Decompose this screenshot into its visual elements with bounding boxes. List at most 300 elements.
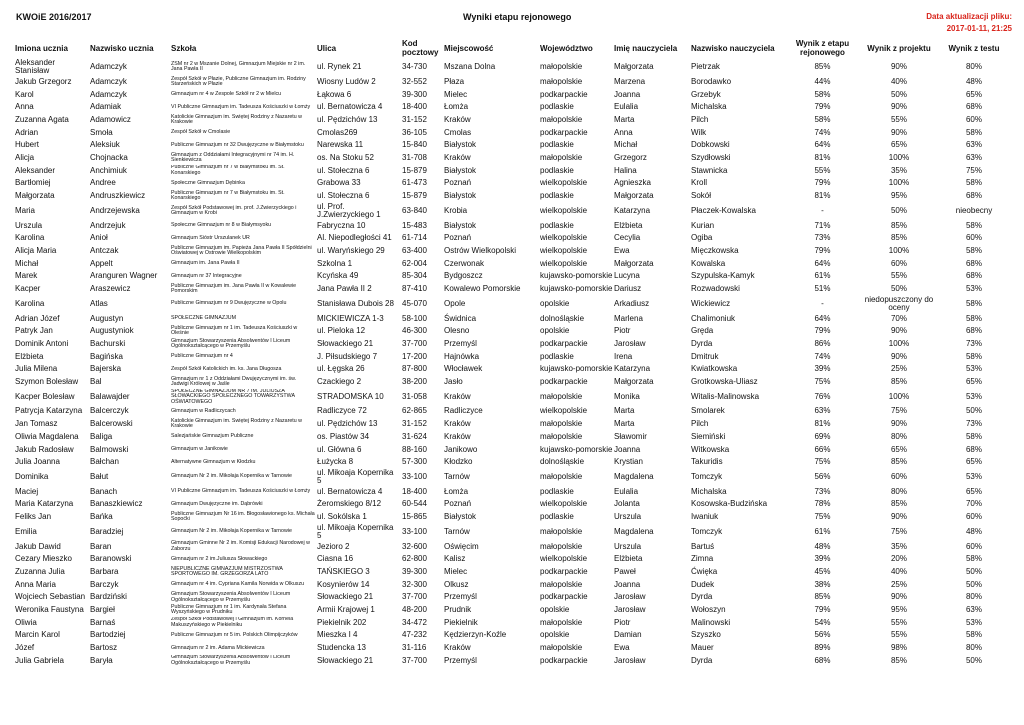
project-score-cell: 80% <box>890 431 907 441</box>
test-score-cell: 53% <box>965 391 982 401</box>
regional-score-cell: 86% <box>814 338 831 348</box>
test-score-cell: 58% <box>965 220 982 230</box>
project-score-cell: 55% <box>890 115 907 125</box>
postal-code-cell: 88-160 <box>402 444 427 454</box>
teacher-first-name-cell: Urszula <box>614 512 642 522</box>
street-cell: Czackiego 2 <box>317 377 362 387</box>
school-cell: Gimnazjum nr 2 im. Adama Mickiewicza <box>171 644 265 651</box>
voivodeship-cell: podkarpackie <box>540 655 588 665</box>
street-cell: ul. Sokólska 1 <box>317 512 367 522</box>
voivodeship-cell: kujawsko-pomorskie <box>540 364 613 374</box>
project-score-cell: 100% <box>888 178 910 188</box>
street-cell: Narewska 11 <box>317 140 364 150</box>
teacher-last-name-cell: Grzebyk <box>691 89 721 99</box>
teacher-first-name-cell: Małgorzata <box>614 62 654 72</box>
regional-score-cell: 69% <box>814 431 831 441</box>
last-name-cell: Bargieł <box>90 605 115 615</box>
school-cell: Gimnazjum Nr 2 im. Mikołaja Kopernika w Tarnowie <box>171 473 292 480</box>
regional-score-cell: 74% <box>814 351 831 361</box>
teacher-first-name-cell: Jarosław <box>614 605 646 615</box>
teacher-last-name-cell: Pilch <box>691 419 709 429</box>
school-cell: Publiczne Gimnazjum nr 7 w Białymstoku im. St. Konarskiego <box>171 190 285 202</box>
test-score-cell: 68% <box>965 444 982 454</box>
teacher-last-name-cell: Pilch <box>691 115 709 125</box>
city-cell: Tarnów <box>444 471 470 481</box>
street-cell: ul. Główna 6 <box>317 444 362 454</box>
project-score-cell: 85% <box>890 233 907 243</box>
page-header <box>0 0 1024 36</box>
regional-score-cell: 75% <box>814 377 831 387</box>
project-score-cell: 98% <box>890 643 907 653</box>
city-cell: Mielec <box>444 89 468 99</box>
first-name-cell: Karolina <box>15 233 45 243</box>
project-score-cell: 90% <box>890 592 907 602</box>
city-cell: Kraków <box>444 431 471 441</box>
regional-score-cell: 89% <box>814 643 831 653</box>
city-cell: Kędzierzyn-Koźle <box>444 630 507 640</box>
last-name-cell: Adamczyk <box>90 76 127 86</box>
postal-code-cell: 31-058 <box>402 391 427 401</box>
table-row <box>14 486 1010 499</box>
postal-code-cell: 46-300 <box>402 326 427 336</box>
update-label: Data aktualizacji pliku: <box>926 12 1012 21</box>
first-name-cell: Cezary Mieszko <box>15 554 72 564</box>
teacher-last-name-cell: Dyrda <box>691 655 713 665</box>
table-row <box>14 604 1010 617</box>
first-name-cell: Zuzanna Julia <box>15 566 65 576</box>
city-cell: Przemyśl <box>444 338 477 348</box>
postal-code-cell: 37-700 <box>402 592 427 602</box>
voivodeship-cell: małopolskie <box>540 617 583 627</box>
postal-code-cell: 31-624 <box>402 431 427 441</box>
regional-score-cell: - <box>821 205 824 215</box>
street-cell: ul. Waryńskiego 29 <box>317 246 385 256</box>
postal-code-cell: 33-100 <box>402 526 427 536</box>
first-name-cell: Kacper <box>15 284 41 294</box>
city-cell: Oświęcim <box>444 541 479 551</box>
teacher-last-name-cell: Kurian <box>691 220 715 230</box>
voivodeship-cell: wielkopolskie <box>540 554 588 564</box>
teacher-last-name-cell: Pietrzak <box>691 62 720 72</box>
first-name-cell: Oliwia Magdalena <box>15 431 79 441</box>
postal-code-cell: 61-714 <box>402 233 427 243</box>
project-score-cell: 85% <box>890 377 907 387</box>
last-name-cell: Barbara <box>90 566 119 576</box>
col-header-city: Miejscowość <box>444 43 494 53</box>
teacher-last-name-cell: Kowalska <box>691 258 726 268</box>
first-name-cell: Patryk Jan <box>15 326 53 336</box>
test-score-cell: 58% <box>965 351 982 361</box>
teacher-first-name-cell: Katarzyna <box>614 364 651 374</box>
last-name-cell: Adamczyk <box>90 89 127 99</box>
postal-code-cell: 37-700 <box>402 338 427 348</box>
city-cell: Białystok <box>444 220 477 230</box>
regional-score-cell: 78% <box>814 499 831 509</box>
teacher-first-name-cell: Urszula <box>614 541 642 551</box>
teacher-first-name-cell: Małgorzata <box>614 377 654 387</box>
first-name-cell: Patrycja Katarzyna <box>15 406 83 416</box>
teacher-first-name-cell: Magdalena <box>614 526 654 536</box>
col-header-teacher-first-name: Imię nauczyciela <box>614 43 678 53</box>
first-name-cell: Aleksander <box>15 165 56 175</box>
test-score-cell: 60% <box>965 115 982 125</box>
last-name-cell: Adamczyk <box>90 62 127 72</box>
city-cell: Płaza <box>444 76 465 86</box>
table-row <box>14 325 1010 338</box>
school-cell: NIEPUBLICZNE GIMNAZJUM MISTRZOSTWA SPORTOWEGO IM. GRZEGORZA LATO <box>171 565 283 578</box>
project-score-cell: 55% <box>890 271 907 281</box>
teacher-last-name-cell: Mauer <box>691 643 714 653</box>
teacher-first-name-cell: Marlena <box>614 313 643 323</box>
teacher-last-name-cell: Borodawko <box>691 76 732 86</box>
school-cell: Publiczne Gimnazjum nr 9 Dwujęzyczne w Opolu <box>171 300 287 307</box>
regional-score-cell: 68% <box>814 655 831 665</box>
school-cell: Gimnazjum nr 4 w Zespole Szkół nr 2 w Mielcu <box>171 91 282 98</box>
teacher-first-name-cell: Sławomir <box>614 431 647 441</box>
voivodeship-cell: podlaskie <box>540 191 574 201</box>
project-score-cell: 70% <box>890 313 907 323</box>
postal-code-cell: 48-200 <box>402 605 427 615</box>
city-cell: Hajnówka <box>444 351 480 361</box>
project-score-cell: 85% <box>890 655 907 665</box>
city-cell: Kraków <box>444 391 471 401</box>
table-row <box>14 338 1010 351</box>
col-header-test-score: Wynik z testu <box>948 43 1000 53</box>
test-score-cell: 68% <box>965 258 982 268</box>
project-score-cell: 80% <box>890 486 907 496</box>
test-score-cell: 65% <box>965 457 982 467</box>
postal-code-cell: 57-300 <box>402 457 427 467</box>
last-name-cell: Andruszkiewicz <box>90 191 146 201</box>
street-cell: ul. Pieloka 12 <box>317 326 366 336</box>
first-name-cell: Jakub Dawid <box>15 541 61 551</box>
table-row <box>14 76 1010 89</box>
table-row <box>14 524 1010 541</box>
voivodeship-cell: małopolskie <box>540 153 583 163</box>
city-cell: Łomża <box>444 102 469 112</box>
last-name-cell: Bardziński <box>90 592 127 602</box>
school-cell: Gimnazjum Sióstr Urszulanek UR <box>171 234 250 241</box>
postal-code-cell: 85-304 <box>402 271 427 281</box>
teacher-first-name-cell: Monika <box>614 391 640 401</box>
postal-code-cell: 17-200 <box>402 351 427 361</box>
postal-code-cell: 63-840 <box>402 205 427 215</box>
table-header-row <box>14 37 1010 59</box>
voivodeship-cell: wielkopolskie <box>540 178 588 188</box>
voivodeship-cell: wielkopolskie <box>540 499 588 509</box>
regional-score-cell: 64% <box>814 140 831 150</box>
project-score-cell: 40% <box>890 566 907 576</box>
city-cell: Cmolas <box>444 127 472 137</box>
last-name-cell: Baradziej <box>90 526 124 536</box>
school-cell: Gimnazjum Stowarzyszenia Absolwentów I Liceum Ogólnokształcącego w Przemyślu <box>171 337 291 350</box>
last-name-cell: Bartosz <box>90 643 118 653</box>
test-score-cell: 58% <box>965 554 982 564</box>
street-cell: Kcyńska 49 <box>317 271 359 281</box>
postal-code-cell: 15-483 <box>402 220 427 230</box>
street-cell: ul. Pędzichów 13 <box>317 419 378 429</box>
postal-code-cell: 18-400 <box>402 102 427 112</box>
school-cell: Gimnazjum nr 37 Integracyjne <box>171 272 242 279</box>
teacher-last-name-cell: Tomczyk <box>691 526 723 536</box>
teacher-last-name-cell: Michalska <box>691 102 727 112</box>
test-score-cell: 80% <box>965 643 982 653</box>
teacher-first-name-cell: Elżbieta <box>614 220 643 230</box>
project-score-cell: 100% <box>888 391 910 401</box>
teacher-first-name-cell: Jolanta <box>614 499 640 509</box>
street-cell: Al. Niepodległości 41 <box>317 233 392 243</box>
street-cell: Fabryczna 10 <box>317 220 366 230</box>
first-name-cell: Józef <box>15 643 35 653</box>
teacher-first-name-cell: Grzegorz <box>614 153 647 163</box>
city-cell: Tarnów <box>444 526 470 536</box>
table-row <box>14 431 1010 444</box>
last-name-cell: Anchimiuk <box>90 165 127 175</box>
first-name-cell: Małgorzata <box>15 191 55 201</box>
city-cell: Białystok <box>444 140 477 150</box>
table-row <box>14 351 1010 364</box>
test-score-cell: 73% <box>965 338 982 348</box>
teacher-first-name-cell: Ewa <box>614 643 630 653</box>
city-cell: Świdnica <box>444 313 477 323</box>
test-score-cell: 50% <box>965 579 982 589</box>
first-name-cell: Szymon Bolesław <box>15 377 79 387</box>
col-header-teacher-last-name: Nazwisko nauczyciela <box>691 43 775 53</box>
teacher-first-name-cell: Anna <box>614 127 633 137</box>
first-name-cell: Oliwia <box>15 617 37 627</box>
city-cell: Olesno <box>444 326 470 336</box>
teacher-last-name-cell: Witkowska <box>691 444 730 454</box>
col-header-first-name: Imiona ucznia <box>15 43 68 53</box>
teacher-first-name-cell: Joanna <box>614 444 641 454</box>
school-cell: Gimnazjum nr 2 im.Juliusza Słowackiego <box>171 555 268 562</box>
postal-code-cell: 15-840 <box>402 140 427 150</box>
postal-code-cell: 18-400 <box>402 486 427 496</box>
regional-score-cell: 45% <box>814 566 831 576</box>
city-cell: Kalisz <box>444 554 466 564</box>
teacher-last-name-cell: Gręda <box>691 326 714 336</box>
voivodeship-cell: podkarpackie <box>540 592 588 602</box>
test-score-cell: 58% <box>965 246 982 256</box>
city-cell: Czerwonak <box>444 258 485 268</box>
project-score-cell: 65% <box>890 140 907 150</box>
project-score-cell: 95% <box>890 605 907 615</box>
project-score-cell: 25% <box>890 579 907 589</box>
school-cell: Gimnazjum nr 1 z Oddziałami Dwujęzycznymi im. św. Jadwigi Królowej w Jaśle <box>171 375 297 388</box>
regional-score-cell: 39% <box>814 364 831 374</box>
street-cell: Jana Pawła II 2 <box>317 284 372 294</box>
table-row <box>14 456 1010 469</box>
table-row <box>14 232 1010 245</box>
first-name-cell: Maciej <box>15 486 39 496</box>
test-score-cell: 53% <box>965 364 982 374</box>
first-name-cell: Emilia <box>15 526 37 536</box>
voivodeship-cell: małopolskie <box>540 579 583 589</box>
teacher-last-name-cell: Chalimoniuk <box>691 313 736 323</box>
last-name-cell: Banaszkiewicz <box>90 499 143 509</box>
last-name-cell: Andree <box>90 178 116 188</box>
school-cell: Publiczne Gimnazjum nr 4 <box>171 353 233 360</box>
regional-score-cell: 76% <box>814 391 831 401</box>
city-cell: Białystok <box>444 165 477 175</box>
project-score-cell: 100% <box>888 338 910 348</box>
update-info <box>926 11 1012 35</box>
school-cell: Społeczne Gimnazjum Dębinka <box>171 179 245 186</box>
table-row <box>14 59 1010 76</box>
project-score-cell: 50% <box>890 284 907 294</box>
first-name-cell: Adrian Józef <box>15 313 60 323</box>
street-cell: Piekielnik 202 <box>317 617 367 627</box>
teacher-first-name-cell: Jarosław <box>614 655 646 665</box>
teacher-last-name-cell: Siemiński <box>691 431 726 441</box>
teacher-last-name-cell: Dyrda <box>691 592 713 602</box>
project-score-cell: 85% <box>890 220 907 230</box>
last-name-cell: Bartodziej <box>90 630 126 640</box>
city-cell: Przemyśl <box>444 655 477 665</box>
teacher-first-name-cell: Małgorzata <box>614 258 654 268</box>
last-name-cell: Augustyniok <box>90 326 134 336</box>
regional-score-cell: 79% <box>814 605 831 615</box>
test-score-cell: 65% <box>965 377 982 387</box>
first-name-cell: Feliks Jan <box>15 512 52 522</box>
test-score-cell: 68% <box>965 271 982 281</box>
voivodeship-cell: opolskie <box>540 605 570 615</box>
school-cell: Gimnazjum Nr 2 im. Mikołaja Kopernika w Tarnowie <box>171 528 292 535</box>
postal-code-cell: 31-152 <box>402 419 427 429</box>
teacher-last-name-cell: Takuridis <box>691 457 723 467</box>
last-name-cell: Andrzejuk <box>90 220 126 230</box>
table-row <box>14 283 1010 296</box>
school-cell: SPOŁECZNE GIMNAZJUM <box>171 314 237 321</box>
city-cell: Poznań <box>444 178 472 188</box>
street-cell: Żeromskiego 8/12 <box>317 499 382 509</box>
city-cell: Kraków <box>444 153 471 163</box>
street-cell: TAŃSKIEGO 3 <box>317 566 370 576</box>
city-cell: Jasło <box>444 377 463 387</box>
postal-code-cell: 39-300 <box>402 566 427 576</box>
table-row <box>14 177 1010 190</box>
voivodeship-cell: małopolskie <box>540 541 583 551</box>
postal-code-cell: 15-865 <box>402 512 427 522</box>
project-score-cell: 50% <box>890 205 907 215</box>
city-cell: Białystok <box>444 512 477 522</box>
teacher-last-name-cell: Dudek <box>691 579 715 589</box>
table-row <box>14 642 1010 655</box>
voivodeship-cell: wielkopolskie <box>540 258 588 268</box>
voivodeship-cell: dolnośląskie <box>540 457 585 467</box>
last-name-cell: Aranguren Wagner <box>90 271 158 281</box>
first-name-cell: Jakub Grzegorz <box>15 76 72 86</box>
city-cell: Mszana Dolna <box>444 62 496 72</box>
first-name-cell: Maria <box>15 205 36 215</box>
postal-code-cell: 58-100 <box>402 313 427 323</box>
street-cell: Słowackiego 21 <box>317 592 374 602</box>
col-header-street: Ulica <box>317 43 337 53</box>
school-cell: Publiczne Gimnazjum Nr 16 im. Błogosławionego ks. Michała Sopoćki <box>171 510 315 523</box>
street-cell: STRADOMSKA 10 <box>317 391 384 401</box>
teacher-first-name-cell: Magdalena <box>614 471 654 481</box>
project-score-cell: 90% <box>890 102 907 112</box>
test-score-cell: 73% <box>965 419 982 429</box>
first-name-cell: Marek <box>15 271 38 281</box>
street-cell: Studencka 13 <box>317 643 366 653</box>
regional-score-cell: 74% <box>814 127 831 137</box>
table-row <box>14 114 1010 127</box>
project-score-cell: 60% <box>890 258 907 268</box>
test-score-cell: 63% <box>965 605 982 615</box>
school-cell: VI Publiczne Gimnazjum im. Tadeusza Kościuszki w Łomży <box>171 488 311 495</box>
test-score-cell: 80% <box>965 62 982 72</box>
voivodeship-cell: opolskie <box>540 326 570 336</box>
regional-score-cell: 73% <box>814 233 831 243</box>
last-name-cell: Adamowicz <box>90 115 131 125</box>
street-cell: Łużycka 8 <box>317 457 354 467</box>
first-name-cell: Marcin Karol <box>15 630 60 640</box>
teacher-first-name-cell: Małgorzata <box>614 191 654 201</box>
teacher-last-name-cell: Smolarek <box>691 406 725 416</box>
regional-score-cell: 71% <box>814 220 831 230</box>
project-score-cell: 75% <box>890 526 907 536</box>
first-name-cell: Jan Tomasz <box>15 419 58 429</box>
street-cell: Ciasna 16 <box>317 554 354 564</box>
voivodeship-cell: małopolskie <box>540 76 583 86</box>
last-name-cell: Baryła <box>90 655 113 665</box>
table-row <box>14 540 1010 553</box>
postal-code-cell: 37-700 <box>402 655 427 665</box>
city-cell: Poznań <box>444 499 472 509</box>
voivodeship-cell: podlaskie <box>540 512 574 522</box>
school-cell: Publiczne Gimnazjum nr 1 im. Kardynała Stefana Wyszyńskiego w Prudniku <box>171 603 287 616</box>
school-cell: Gimnazjum w Radliczycach <box>171 407 236 414</box>
test-score-cell: 58% <box>965 298 982 308</box>
school-cell: Zespół Szkół w Cmolasie <box>171 129 231 136</box>
first-name-cell: Karol <box>15 89 34 99</box>
postal-code-cell: 63-400 <box>402 246 427 256</box>
school-cell: ZSM nr 2 w Mszanie Dolnej, Gimnazjum Miejskie nr 2 im. Jana Pawła II <box>171 60 306 73</box>
test-score-cell: 50% <box>965 406 982 416</box>
regional-score-cell: 79% <box>814 178 831 188</box>
regional-score-cell: 81% <box>814 419 831 429</box>
table-row <box>14 152 1010 165</box>
teacher-first-name-cell: Jarosław <box>614 592 646 602</box>
teacher-first-name-cell: Agnieszka <box>614 178 651 188</box>
voivodeship-cell: podlaskie <box>540 140 574 150</box>
table-row <box>14 190 1010 203</box>
postal-code-cell: 39-300 <box>402 89 427 99</box>
regional-score-cell: 66% <box>814 444 831 454</box>
teacher-first-name-cell: Marta <box>614 115 635 125</box>
regional-score-cell: 39% <box>814 554 831 564</box>
school-cell: Społeczne Gimnazjum nr 8 w Białymsyoku <box>171 222 272 229</box>
voivodeship-cell: wielkopolskie <box>540 246 588 256</box>
school-cell: Katolickie Gimnazjum im. Świętej Rodziny z Nazaretu w Krakowie <box>171 418 302 430</box>
city-cell: Kraków <box>444 115 471 125</box>
voivodeship-cell: małopolskie <box>540 643 583 653</box>
street-cell: Słowackiego 21 <box>317 655 374 665</box>
street-cell: J. Piłsudskiego 7 <box>317 351 378 361</box>
teacher-last-name-cell: Szyszko <box>691 630 721 640</box>
table-row <box>14 258 1010 271</box>
first-name-cell: Wojciech Sebastian <box>15 592 86 602</box>
voivodeship-cell: wielkopolskie <box>540 205 588 215</box>
test-score-cell: 53% <box>965 471 982 481</box>
project-score-cell: 100% <box>888 246 910 256</box>
postal-code-cell: 62-865 <box>402 406 427 416</box>
first-name-cell: Urszula <box>15 220 43 230</box>
last-name-cell: Appelt <box>90 258 113 268</box>
school-cell: Publiczne Gimnazjum nr 1 im. Tadeusza Kościuszki w Oleśnie <box>171 325 298 337</box>
table-row <box>14 469 1010 486</box>
